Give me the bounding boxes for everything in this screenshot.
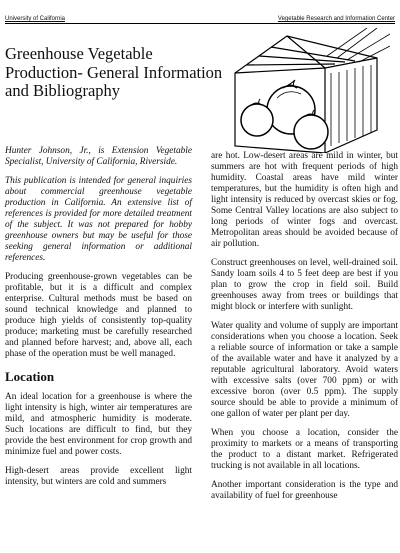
body-paragraph: Construct greenhouses on level, well-drained soil. Sandy loam soils 4 to 5 feet deep are best if you plan to grow the crop in field soil. Build greenhouses away from trees or buildings that might block or interfere with sunlight. <box>211 258 398 312</box>
body-paragraph: High-desert areas provide excellent light intensity, but winters are cold and summers <box>5 466 192 487</box>
tomato-icon <box>241 86 328 149</box>
header-institution: University of California <box>5 16 66 22</box>
body-paragraph: When you choose a location, consider the proximity to markets or a means of transporting the product to a distant market. Refrigerated trucking is not available in all locations. <box>211 428 398 471</box>
body-paragraph: An ideal location for a greenhouse is where the light intensity is high, winter air temperatures are mild, and atmospheric humidity is moderate. Such locations are difficult to find, but they provide the best environment for crop growth and minimize fuel and power costs. <box>5 392 192 457</box>
body-paragraph: Another important consideration is the type and availability of fuel for greenhouse <box>211 480 398 501</box>
body-paragraph: Water quality and volume of supply are important considerations when you choose a location. Seek a reliable source of information or take a sample of the available water and have it analyzed by a reputable agricultural laboratory. Avoid waters with excessive salts (over 700 ppm) or with excessive boron (over 0.5 ppm). The supply source should be able to provide a minimum of one gallon of water per plant per day. <box>211 321 398 419</box>
body-paragraph: are hot. Low-desert areas are mild in winter, but summers are hot with frequent periods of high humidity. Coastal areas have mild winter temperatures, but the humidity is often high and light intensity is reduced by overcast skies or fog. Some Central Valley locations are also subject to long periods of winter fogs and overcast. Metropolitan areas should be avoided because of air pollution. <box>211 151 398 249</box>
left-column <box>5 146 192 496</box>
body-paragraph: Producing greenhouse-grown vegetables can be profitable, but it is a difficult and complex enterprise. Cultural methods must be based on sound technical knowledge and planned to produce high yields of consistently top-quality produce; marketing must be carefully researched and planned before harvest; and, above all, each phase of the operation must be well managed. <box>5 272 192 359</box>
right-column <box>211 151 398 510</box>
greenhouse-vegetables-illustration <box>227 28 390 153</box>
intro-note: This publication is intended for general inquiries about commercial greenhouse vegetable production in California. An extensive list of references is provided for more detailed treatment of the subject. It was not prepared for hobby greenhouse owners but may be useful for those seeking general information or additional references. <box>5 176 192 263</box>
header-center: Vegetable Research and Information Center <box>277 16 395 22</box>
section-heading-location: Location <box>5 369 55 384</box>
author-note: Hunter Johnson, Jr., is Extension Vegetable Specialist, University of California, Riverside. <box>5 146 192 167</box>
document-title: Greenhouse Vegetable Production- General Information and Bibliography <box>5 44 223 100</box>
running-header <box>5 16 395 24</box>
